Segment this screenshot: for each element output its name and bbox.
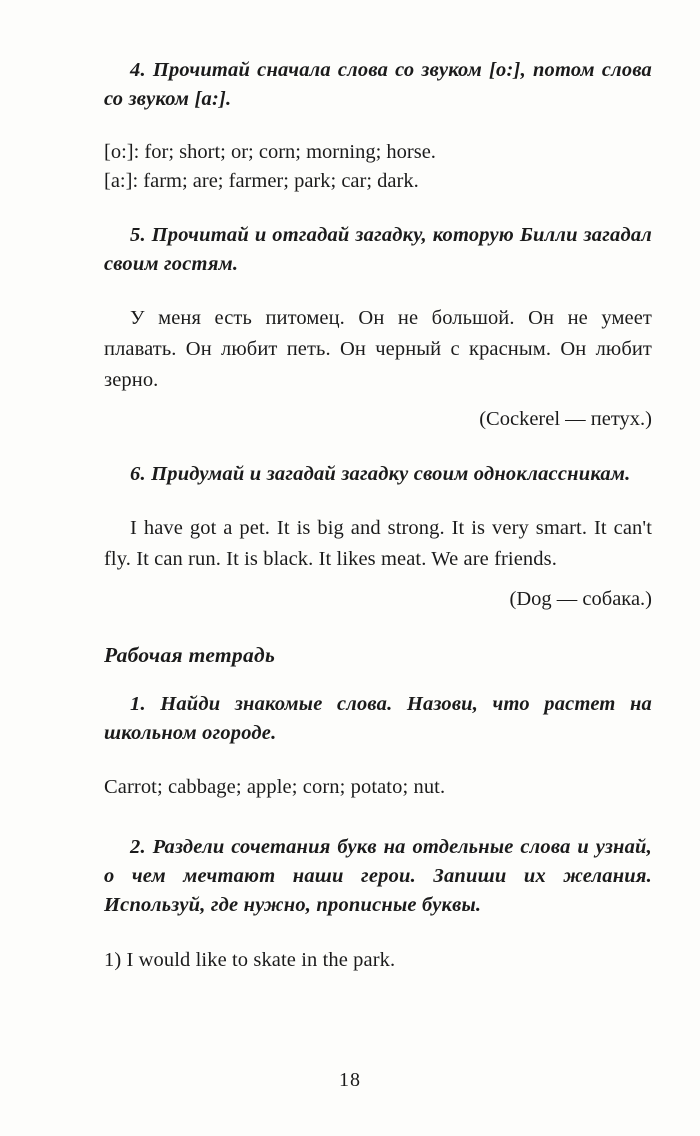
spacer: [104, 195, 652, 221]
spacer: [104, 434, 652, 460]
exercise-6-answer: (Dog — собака.): [509, 587, 652, 610]
spacer: [104, 813, 652, 833]
spacer: [104, 128, 652, 138]
spacer: [104, 503, 652, 513]
exercise-6-prompt: 6. Придумай и загадай загадку своим одноклассникам.: [130, 462, 631, 485]
page-number: 18: [339, 1069, 361, 1091]
exercise-5-riddle: У меня есть питомец. Он не большой. Он не умеет плавать. Он любит петь. Он черный с красным. Он любит зерно.: [104, 307, 652, 391]
exercise-5-prompt: 5. Прочитай и отгадай загадку, которую Билли загадал своим гостям.: [104, 223, 652, 275]
workbook-exercise-2-prompt: 2. Раздели сочетания букв на отдельные слова и узнай, о чем мечтают наши герои. Запиши их желания. Используй, где нужно, прописные буквы.: [104, 836, 652, 917]
exercise-5-answer: (Cockerel — петух.): [479, 408, 652, 431]
exercise-4-line-a: [a:]: farm; are; farmer; park; car; dark.: [104, 169, 419, 192]
spacer: [104, 613, 652, 643]
spacer: [104, 680, 652, 690]
page-content: [104, 56, 652, 975]
workbook-exercise-2-item-1: 1) I would like to skate in the park.: [104, 948, 396, 971]
spacer: [104, 293, 652, 303]
spacer: [104, 762, 652, 772]
workbook-exercise-1-answer: Carrot; cabbage; apple; corn; potato; nut.: [104, 776, 446, 799]
spacer: [104, 935, 652, 945]
workbook-heading: Рабочая тетрадь: [104, 643, 276, 668]
workbook-exercise-1-prompt: 1. Найди знакомые слова. Назови, что растет на школьном огороде.: [104, 693, 652, 745]
exercise-4-line-o: [o:]: for; short; or; corn; morning; horse.: [104, 141, 436, 164]
exercise-6-sample-text: I have got a pet. It is big and strong. It is very smart. It can't fly. It can run. It is black. It likes meat. We are friends.: [104, 517, 652, 570]
exercise-4-prompt: 4. Прочитай сначала слова со звуком [o:], потом слова со звуком [a:].: [104, 59, 652, 111]
